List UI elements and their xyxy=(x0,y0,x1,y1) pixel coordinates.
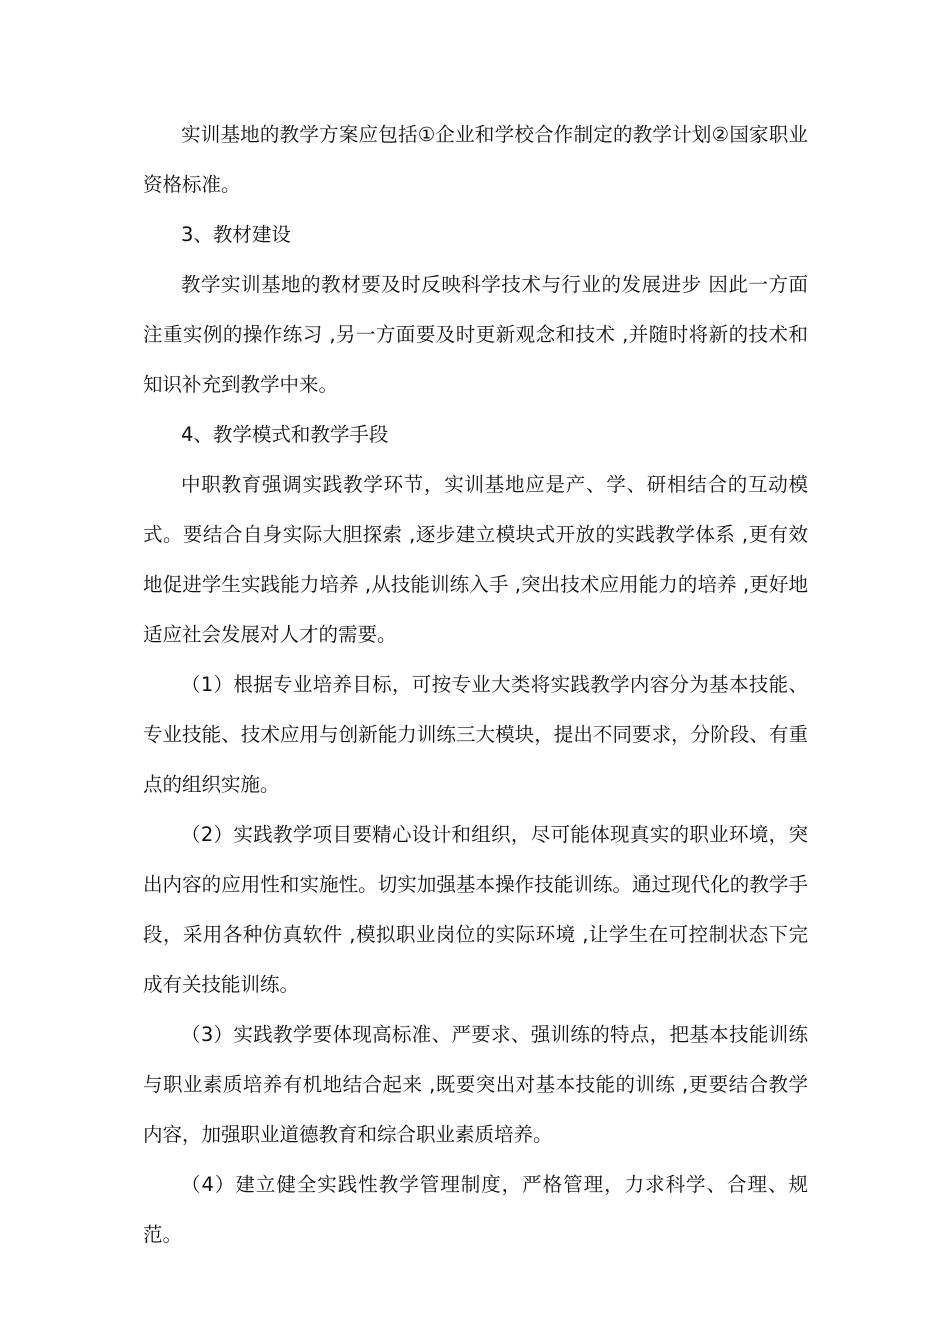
document-body xyxy=(143,110,808,1260)
section-heading-teaching-mode: 4、教学模式和教学手段 xyxy=(181,423,389,446)
section-heading-textbooks: 3、教材建设 xyxy=(181,223,291,246)
paragraph-teaching-plan: 实训基地的教学方案应包括①企业和学校合作制定的教学计划②国家职业资格标准。 xyxy=(143,123,808,196)
paragraph-teaching-mode: 中职教育强调实践教学环节，实训基地应是产、学、研相结合的互动模式。要结合自身实际大胆探索 ,逐步建立模块式开放的实践教学体系 ,更有效地促进学生实践能力培养 ,从技能训练入手 ,突出技术应用能力的培养 ,更好地适应社会发展对人才的需要。 xyxy=(143,473,808,646)
paragraph-item-2: （2）实践教学项目要精心设计和组织，尽可能体现真实的职业环境，突出内容的应用性和实施性。切实加强基本操作技能训练。通过现代化的教学手段，采用各种仿真软件 ,模拟职业岗位的实际环境 ,让学生在可控制状态下完成有关技能训练。 xyxy=(143,823,808,996)
paragraph-item-1: （1）根据专业培养目标，可按专业大类将实践教学内容分为基本技能、专业技能、技术应用与创新能力训练三大模块，提出不同要求，分阶段、有重点的组织实施。 xyxy=(143,673,808,796)
paragraph-item-4: （4）建立健全实践性教学管理制度，严格管理，力求科学、合理、规范。 xyxy=(143,1173,808,1246)
paragraph-item-3: （3）实践教学要体现高标准、严要求、强训练的特点，把基本技能训练与职业素质培养有机地结合起来 ,既要突出对基本技能的训练 ,更要结合教学内容，加强职业道德教育和综合职业素质培养。 xyxy=(143,1023,808,1146)
paragraph-textbooks: 教学实训基地的教材要及时反映科学技术与行业的发展进步 因此一方面注重实例的操作练习 ,另一方面要及时更新观念和技术 ,并随时将新的技术和知识补充到教学中来。 xyxy=(143,273,808,396)
